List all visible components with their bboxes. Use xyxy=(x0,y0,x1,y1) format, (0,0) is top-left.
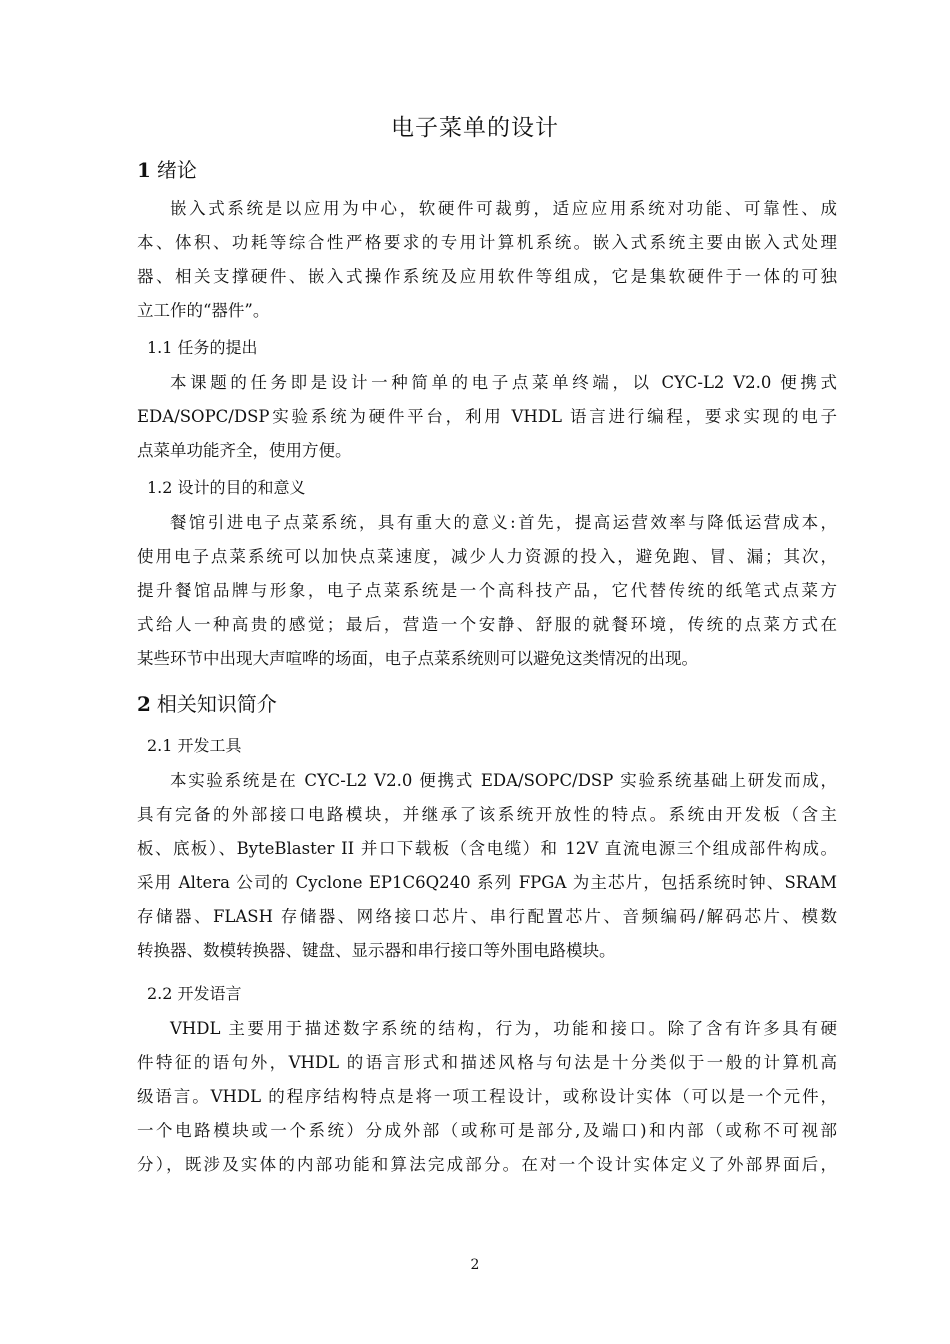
paragraph-line: 某些环节中出现大声喧哗的场面，电子点菜系统则可以避免这类情况的出现。 xyxy=(137,649,698,668)
paragraph-line: 存储器、FLASH 存储器、网络接口芯片、串行配置芯片、音频编码/解码芯片、模数 xyxy=(137,907,837,926)
section-1-2-paragraph xyxy=(137,506,837,676)
paragraph-line: 分），既涉及实体的内部功能和算法完成部分。在对一个设计实体定义了外部界面后， xyxy=(137,1155,837,1174)
paragraph-line: 本课题的任务即是设计一种简单的电子点菜单终端，以 CYC-L2 V2.0 便携式 xyxy=(170,373,837,392)
paragraph-line: 一个电路模块或一个系统）分成外部（或称可是部分,及端口)和内部（或称不可视部 xyxy=(137,1121,837,1140)
page-number: 2 xyxy=(470,1257,480,1273)
section-2-heading xyxy=(137,690,277,718)
section-2-title: 相关知识简介 xyxy=(156,692,277,716)
paragraph-line: 具有完备的外部接口电路模块，并继承了该系统开放性的特点。系统由开发板（含主 xyxy=(137,805,837,824)
section-1-2-heading: 1.2 设计的目的和意义 xyxy=(147,478,306,497)
section-2-2-paragraph xyxy=(137,1012,837,1182)
section-2-number: 2 xyxy=(137,692,151,716)
paragraph-line: 嵌入式系统是以应用为中心，软硬件可裁剪，适应应用系统对功能、可靠性、成 xyxy=(170,199,837,218)
paragraph-line: 级语言。VHDL 的程序结构特点是将一项工程设计，或称设计实体（可以是一个元件， xyxy=(137,1087,837,1106)
paragraph-line: 餐馆引进电子点菜系统，具有重大的意义:首先，提高运营效率与降低运营成本， xyxy=(170,513,837,532)
paragraph-line: 本、体积、功耗等综合性严格要求的专用计算机系统。嵌入式系统主要由嵌入式处理 xyxy=(137,233,837,252)
section-2-2-heading: 2.2 开发语言 xyxy=(147,984,242,1003)
section-1-paragraph xyxy=(137,192,837,328)
paragraph-line: EDA/SOPC/DSP实验系统为硬件平台，利用 VHDL 语言进行编程，要求实现的电子 xyxy=(137,407,837,426)
document-title: 电子菜单的设计 xyxy=(391,115,559,141)
paragraph-line: 式给人一种高贵的感觉；最后，营造一个安静、舒服的就餐环境，传统的点菜方式在 xyxy=(137,615,837,634)
section-1-title: 绪论 xyxy=(156,158,197,182)
paragraph-line: 立工作的“器件”。 xyxy=(137,301,270,320)
paragraph-line: 点菜单功能齐全，使用方便。 xyxy=(137,441,352,460)
paragraph-line: 转换器、数模转换器、键盘、显示器和串行接口等外围电路模块。 xyxy=(137,941,616,960)
paragraph-line: 提升餐馆品牌与形象，电子点菜系统是一个高科技产品，它代替传统的纸笔式点菜方 xyxy=(137,581,837,600)
section-1-1-heading: 1.1 任务的提出 xyxy=(147,338,258,357)
section-2-1-heading: 2.1 开发工具 xyxy=(147,736,242,755)
paragraph-line: 器、相关支撑硬件、嵌入式操作系统及应用软件等组成，它是集软硬件于一体的可独 xyxy=(137,267,837,286)
section-1-number: 1 xyxy=(137,158,151,182)
paragraph-line: VHDL 主要用于描述数字系统的结构，行为，功能和接口。除了含有许多具有硬 xyxy=(170,1019,837,1038)
paragraph-line: 使用电子点菜系统可以加快点菜速度，减少人力资源的投入，避免跑、冒、漏；其次， xyxy=(137,547,837,566)
section-1-heading xyxy=(137,156,197,184)
paragraph-line: 件特征的语句外，VHDL 的语言形式和描述风格与句法是十分类似于一般的计算机高 xyxy=(137,1053,837,1072)
section-2-1-paragraph xyxy=(137,764,837,968)
paragraph-line: 采用 Altera 公司的 Cyclone EP1C6Q240 系列 FPGA 为主芯片，包括系统时钟、SRAM xyxy=(137,873,837,892)
paragraph-line: 板、底板）、ByteBlaster II 并口下载板（含电缆）和 12V 直流电源三个组成部件构成。 xyxy=(137,839,837,858)
section-1-1-paragraph xyxy=(137,366,837,468)
paragraph-line: 本实验系统是在 CYC-L2 V2.0 便携式 EDA/SOPC/DSP 实验系统基础上研发而成， xyxy=(170,771,837,790)
